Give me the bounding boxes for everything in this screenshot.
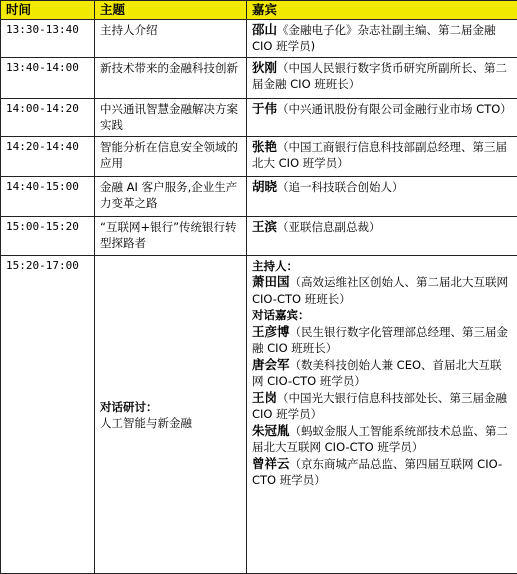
- panel-guest-desc: （蚂蚁金服人工智能系统部技术总监、第二届北大互联网 CIO-CTO 班学员）: [252, 423, 509, 454]
- time-cell: 14:00-14:20: [1, 98, 95, 136]
- guests-label: 对话嘉宾：: [252, 308, 310, 322]
- guest-cell: [247, 176, 517, 216]
- host-desc: （高效运维社区创始人、第二届北大互联网 CIO-CTO 班班长）: [252, 275, 509, 306]
- panel-row: [1, 255, 517, 574]
- panel-guest-name: 王彦博: [252, 323, 290, 339]
- panel-guest-desc: （民生银行数字化管理部总经理、第三届金融 CIO 班班长）: [252, 324, 509, 355]
- table-row: [1, 19, 517, 57]
- table-row: [1, 98, 517, 136]
- guest-name: 胡晓: [252, 178, 278, 194]
- guest-name: 邵山: [252, 21, 278, 37]
- table-row: [1, 136, 517, 176]
- guest-name: 王滨: [252, 218, 278, 234]
- panel-guest-name: 唐会军: [252, 356, 290, 372]
- time-cell: 14:40-15:00: [1, 176, 95, 216]
- topic-cell: “互联网+银行”传统银行转型探路者: [95, 216, 247, 255]
- guest-name: 狄刚: [252, 59, 278, 75]
- header-topic: 主题: [95, 1, 247, 20]
- header-time: 时间: [1, 1, 95, 20]
- panel-guest-name: 朱冠胤: [252, 422, 290, 438]
- host-label: 主持人：: [252, 258, 298, 273]
- guest-cell: [247, 57, 517, 98]
- header-guest: 嘉宾: [247, 1, 517, 20]
- panel-guest-name: 曾祥云: [252, 455, 290, 471]
- panel-guest-desc: （京东商城产品总监、第四届互联网 CIO-CTO 班学员）: [252, 456, 503, 487]
- panel-guest-name: 王岗: [252, 389, 278, 405]
- host-name: 萧田国: [252, 274, 290, 289]
- header-row: [1, 1, 517, 20]
- panel-topic-cell: [95, 255, 247, 574]
- time-cell: 13:30-13:40: [1, 19, 95, 57]
- table-row: [1, 176, 517, 216]
- topic-cell: 智能分析在信息安全领域的应用: [95, 136, 247, 176]
- table-row: [1, 57, 517, 98]
- guest-desc: （追一科技联合创始人）: [277, 179, 404, 194]
- time-cell: 15:00-15:20: [1, 216, 95, 255]
- topic-cell: 主持人介绍: [95, 19, 247, 57]
- time-cell: 15:20-17:00: [1, 255, 95, 574]
- guest-desc: （中兴通讯股份有限公司金融行业市场 CTO）: [277, 101, 512, 116]
- guest-desc: （亚联信息副总裁）: [277, 219, 381, 234]
- topic-cell: 新技术带来的金融科技创新: [95, 57, 247, 98]
- panel-topic-title: 对话研讨：: [100, 399, 158, 414]
- panel-guest-cell: [247, 255, 517, 574]
- guest-cell: [247, 98, 517, 136]
- table-row: [1, 216, 517, 255]
- topic-cell: 中兴通讯智慧金融解决方案实践: [95, 98, 247, 136]
- panel-topic-sub: 人工智能与新金融: [100, 416, 192, 431]
- guest-name: 于伟: [252, 100, 278, 116]
- guest-cell: [247, 19, 517, 57]
- guest-desc: （中国人民银行数字货币研究所副所长、第二届金融 CIO 班班长）: [252, 60, 508, 91]
- panel-guest-desc: （数美科技创始人兼 CEO、首届北大互联网 CIO-CTO 班学员）: [252, 357, 502, 388]
- guest-cell: [247, 136, 517, 176]
- panel-guest-desc: （中国光大银行信息科技部处长、第三届金融 CIO 班学员）: [252, 390, 508, 421]
- time-cell: 13:40-14:00: [1, 57, 95, 98]
- guest-desc: 《金融电子化》杂志社副主编、第二届金融 CIO 班学员): [252, 22, 496, 53]
- guest-name: 张艳: [252, 138, 278, 154]
- topic-cell: 金融 AI 客户服务,企业生产力变革之路: [95, 176, 247, 216]
- time-cell: 14:20-14:40: [1, 136, 95, 176]
- guest-cell: [247, 216, 517, 255]
- guest-desc: （中国工商银行信息科技部副总经理、第三届北大 CIO 班学员）: [252, 139, 508, 170]
